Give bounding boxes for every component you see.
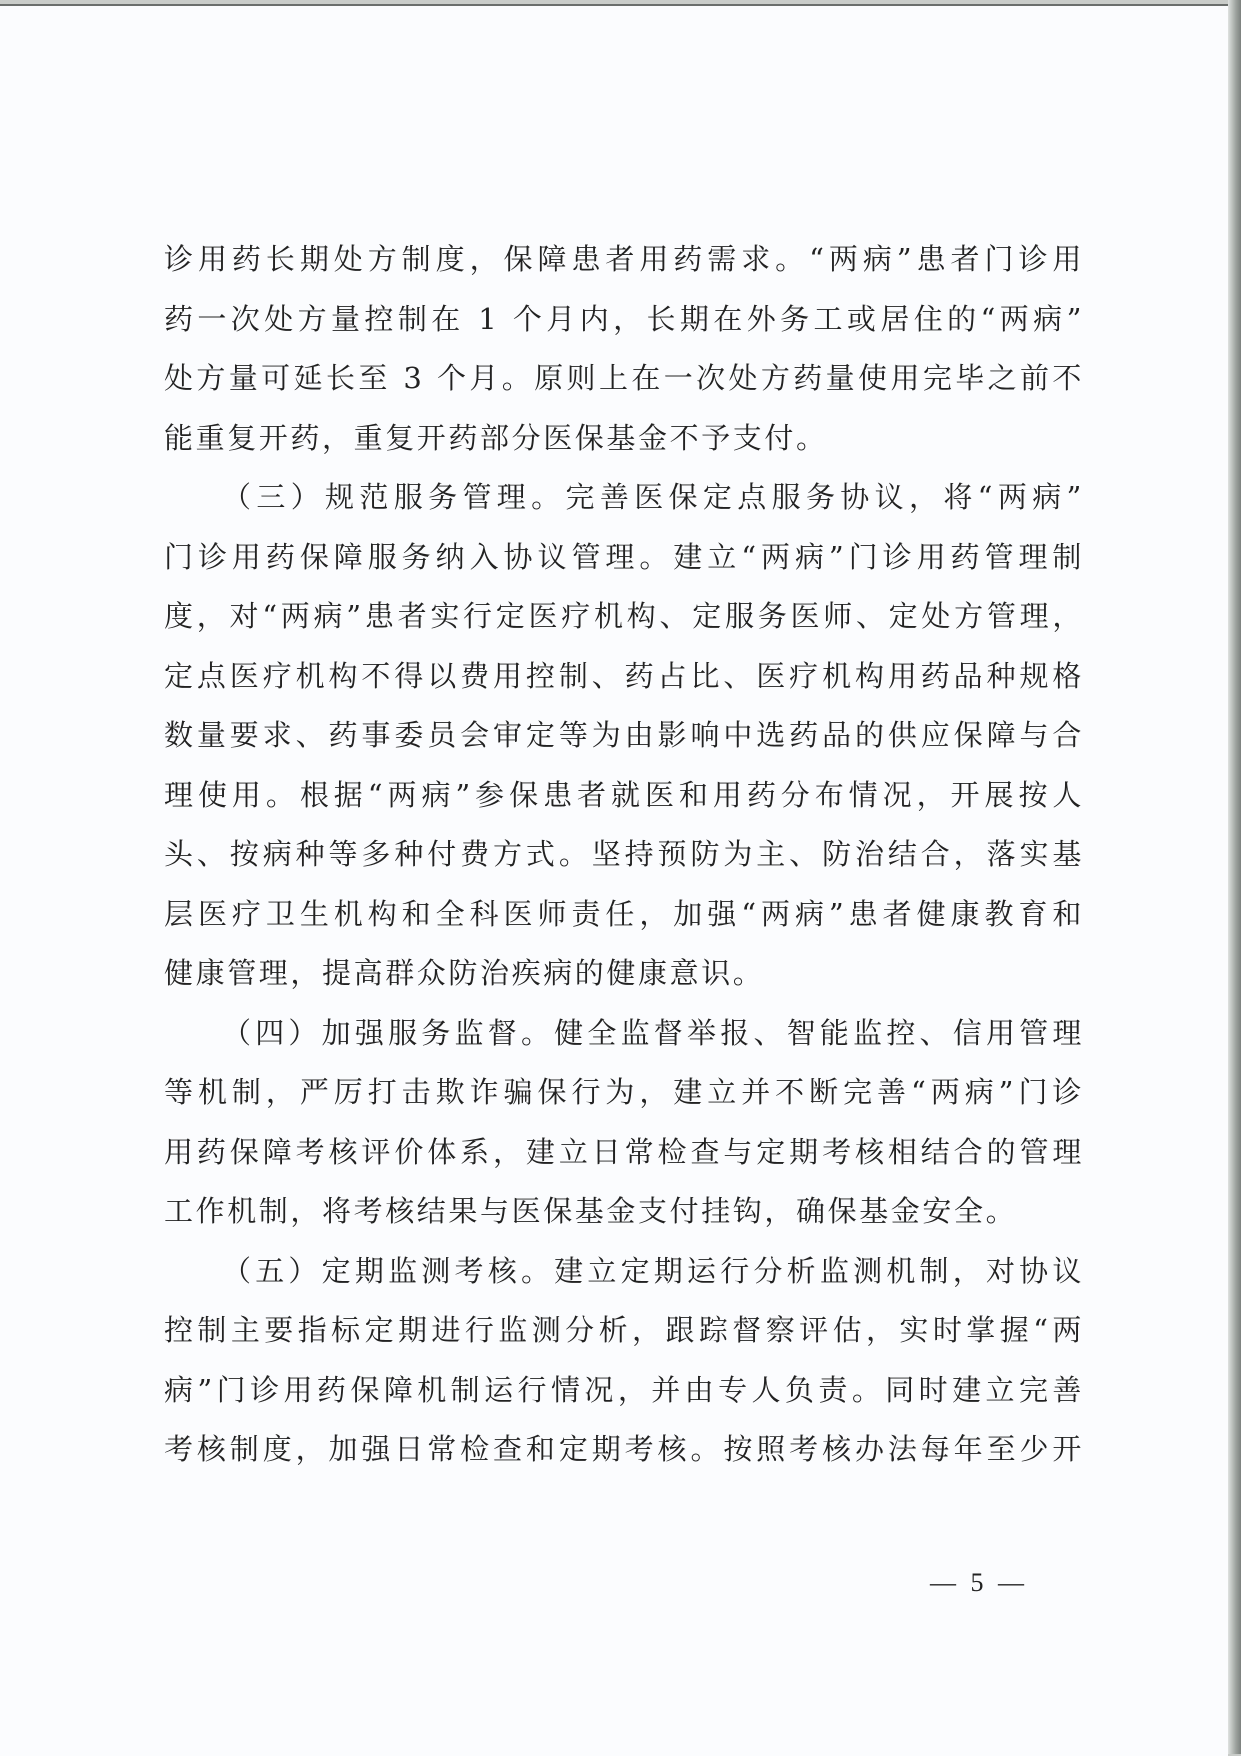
document-body [164, 230, 1084, 1480]
text-line: 考核制度，加强日常检查和定期考核。按照考核办法每年至少开 [164, 1432, 1084, 1466]
paragraph-section-5 [164, 1242, 1084, 1480]
page-number: — 5 — [930, 1568, 1028, 1597]
section-heading-line: （五）定期监测考核。建立定期运行分析监测机制，对协议 [222, 1253, 1084, 1288]
text-line: 数量要求、药事委员会审定等为由影响中选药品的供应保障与合 [164, 718, 1084, 752]
text-line: 工作机制，将考核结果与医保基金支付挂钩，确保基金安全。 [164, 1194, 1018, 1228]
text-line: 处方量可延长至 3 个月。原则上在一次处方药量使用完毕之前不 [164, 361, 1084, 395]
text-line: 定点医疗机构不得以费用控制、药占比、医疗机构用药品种规格 [164, 658, 1084, 693]
text-line: 理使用。根据“两病”参保患者就医和用药分布情况，开展按人 [164, 777, 1084, 812]
text-line: 控制主要指标定期进行监测分析，跟踪督察评估，实时掌握“两 [164, 1313, 1084, 1347]
text-line: 药一次处方量控制在 1 个月内，长期在外务工或居住的“两病” [164, 301, 1084, 336]
document-page [0, 4, 1228, 1756]
text-line: 层医疗卫生机构和全科医师责任，加强“两病”患者健康教育和 [164, 896, 1084, 931]
text-line: 诊用药长期处方制度，保障患者用药需求。“两病”患者门诊用 [164, 242, 1084, 276]
text-line: 度，对“两病”患者实行定医疗机构、定服务医师、定处方管理， [164, 599, 1084, 633]
section-heading-line: （四）加强服务监督。健全监督举报、智能监控、信用管理 [222, 1015, 1084, 1050]
text-line: 等机制，严厉打击欺诈骗保行为，建立并不断完善“两病”门诊 [164, 1075, 1084, 1109]
section-heading-line: （三）规范服务管理。完善医保定点服务协议，将“两病” [222, 480, 1084, 514]
text-line: 病”门诊用药保障机制运行情况，并由专人负责。同时建立完善 [164, 1372, 1084, 1407]
text-line: 健康管理，提高群众防治疾病的健康意识。 [164, 956, 765, 990]
text-line: 用药保障考核评价体系，建立日常检查与定期考核相结合的管理 [164, 1134, 1084, 1169]
text-line: 门诊用药保障服务纳入协议管理。建立“两病”门诊用药管理制 [164, 539, 1084, 574]
text-line: 头、按病种等多种付费方式。坚持预防为主、防治结合，落实基 [164, 837, 1084, 871]
scan-edge-shadow [1228, 0, 1241, 1754]
paragraph-section-3 [164, 468, 1084, 1004]
text-line: 能重复开药，重复开药部分医保基金不予支付。 [164, 420, 828, 455]
paragraph-section-4 [164, 1004, 1084, 1242]
paragraph-continuation [164, 230, 1084, 468]
